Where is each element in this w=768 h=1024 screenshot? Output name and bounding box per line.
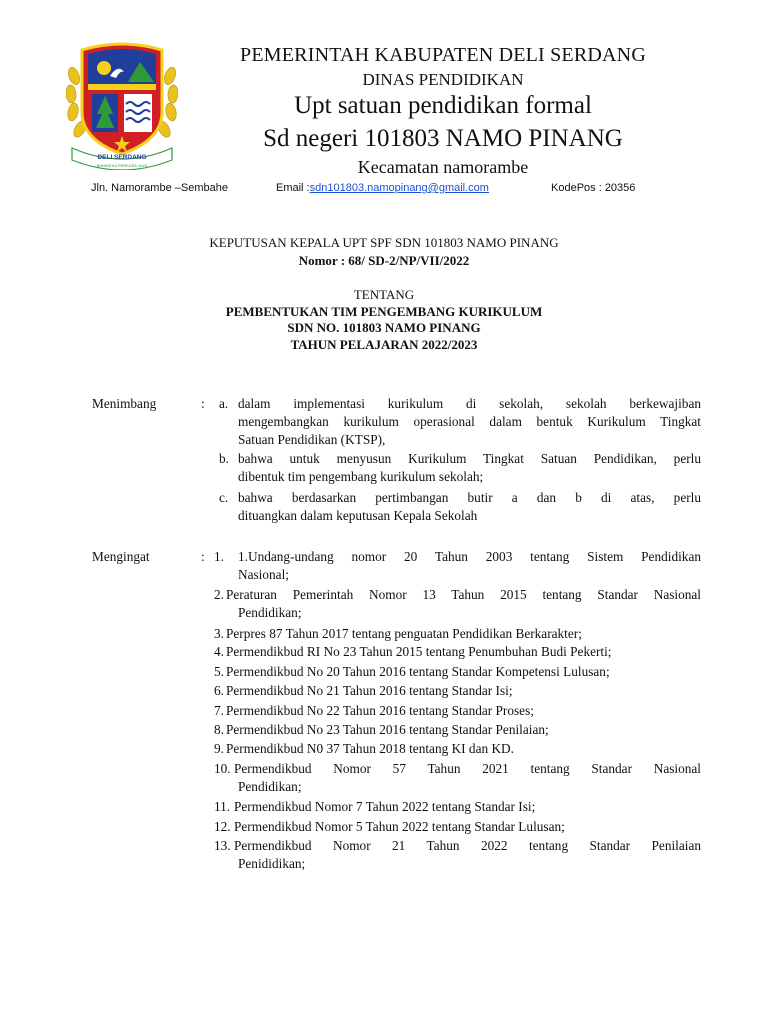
list-item-line: dalam implementasi kurikulum di sekolah, sekolah berkewajiban <box>238 396 701 411</box>
list-item-line: Peraturan Pemerintah Nomor 13 Tahun 2015 tentang Standar Nasional <box>226 587 701 602</box>
list-marker: 3. <box>214 626 224 641</box>
list-item-line: Permendikbud No 22 Tahun 2016 tentang Standar Proses; <box>226 703 534 718</box>
unit-name: Upt satuan pendidikan formal <box>294 92 592 119</box>
list-item-line: 1.Undang-undang nomor 20 Tahun 2003 tentang Sistem Pendidikan <box>238 549 701 564</box>
list-item-line: Pendidikan; <box>238 779 302 794</box>
email-line <box>276 182 489 194</box>
list-item-line: Permendikbud Nomor 57 Tahun 2021 tentang Standar Nasional <box>234 761 701 776</box>
list-item-line: Permendikbud Nomor 5 Tahun 2022 tentang Standar Lulusan; <box>234 819 565 834</box>
list-item-line: Perpres 87 Tahun 2017 tentang penguatan Pendidikan Berkarakter; <box>226 626 582 641</box>
list-marker: 6. <box>214 683 224 698</box>
list-marker: 13. <box>214 838 231 853</box>
menimbang-label: Menimbang <box>92 396 157 411</box>
deli-serdang-emblem <box>66 36 178 170</box>
list-marker: c. <box>219 490 229 505</box>
mengingat-label: Mengingat <box>92 549 150 564</box>
list-marker: 10. <box>214 761 231 776</box>
list-item-line: Permendikbud Nomor 21 Tahun 2022 tentang Standar Penilaian <box>234 838 701 853</box>
school-address: Jln. Namorambe –Sembahe <box>91 182 228 194</box>
department-name: DINAS PENDIDIKAN <box>362 70 524 89</box>
about-label: TENTANG <box>353 287 415 302</box>
email-link[interactable]: sdn101803.namopinang@gmail.com <box>309 182 489 194</box>
list-item-line: mengembangkan kurikulum operasional dalam bentuk Kurikulum Tingkat <box>238 414 701 429</box>
list-marker: 1. <box>214 549 224 564</box>
decree-heading: KEPUTUSAN KEPALA UPT SPF SDN 101803 NAMO PINANG <box>209 235 559 250</box>
subject-line-2: SDN NO. 101803 NAMO PINANG <box>287 320 481 335</box>
list-marker: 7. <box>214 703 224 718</box>
list-item-line: Satuan Pendidikan (KTSP), <box>238 432 386 447</box>
list-marker: 2. <box>214 587 224 602</box>
school-name: Sd negeri 101803 NAMO PINANG <box>263 125 623 152</box>
list-item-line: dituangkan dalam keputusan Kepala Sekolah <box>238 508 478 523</box>
email-label: Email : <box>276 182 310 194</box>
list-marker: b. <box>219 451 229 466</box>
list-marker: 12. <box>214 819 231 834</box>
list-item-line: Permendikbud No 21 Tahun 2016 tentang Standar Isi; <box>226 683 513 698</box>
emblem-title: DELI SERDANG <box>97 154 147 161</box>
district-name: Kecamatan namorambe <box>357 157 529 177</box>
list-marker: a. <box>219 396 229 411</box>
list-item-line: bahwa untuk menyusun Kurikulum Tingkat Satuan Pendidikan, perlu <box>238 451 701 466</box>
postcode: KodePos : 20356 <box>551 182 636 194</box>
list-item-line: Permendikbud No 20 Tahun 2016 tentang Standar Kompetensi Lulusan; <box>226 664 610 679</box>
list-item-line: bahwa berdasarkan pertimbangan butir a dan b di atas, perlu <box>238 490 701 505</box>
subject-line-1: PEMBENTUKAN TIM PENGEMBANG KURIKULUM <box>225 304 543 319</box>
list-item-line: Nasional; <box>238 567 289 582</box>
list-item-line: Penididikan; <box>238 856 306 871</box>
list-marker: 5. <box>214 664 224 679</box>
list-item-line: Permendikbud No 23 Tahun 2016 tentang Standar Penilaian; <box>226 722 549 737</box>
list-marker: 8. <box>214 722 224 737</box>
list-marker: 4. <box>214 644 224 659</box>
list-item-line: Permendikbud RI No 23 Tahun 2015 tentang Penumbuhan Budi Pekerti; <box>226 644 612 659</box>
list-marker: 9. <box>214 741 224 756</box>
sun-icon <box>97 61 111 75</box>
menimbang-colon: : <box>201 396 205 411</box>
government-name: PEMERINTAH KABUPATEN DELI SERDANG <box>240 44 646 66</box>
decree-number: Nomor : 68/ SD-2/NP/VII/2022 <box>298 253 470 268</box>
list-item-line: Permendikbud N0 37 Tahun 2018 tentang KI dan KD. <box>226 741 514 756</box>
mengingat-colon: : <box>201 549 205 564</box>
list-item-line: dibentuk tim pengembang kurikulum sekolah; <box>238 469 484 484</box>
list-marker: 11. <box>214 799 231 814</box>
emblem-motto: BHINNEKA PERKASA JAYA <box>96 163 148 168</box>
subject-line-3: TAHUN PELAJARAN 2022/2023 <box>290 337 478 352</box>
list-item-line: Pendidikan; <box>238 605 302 620</box>
list-item-line: Permendikbud Nomor 7 Tahun 2022 tentang Standar Isi; <box>234 799 536 814</box>
